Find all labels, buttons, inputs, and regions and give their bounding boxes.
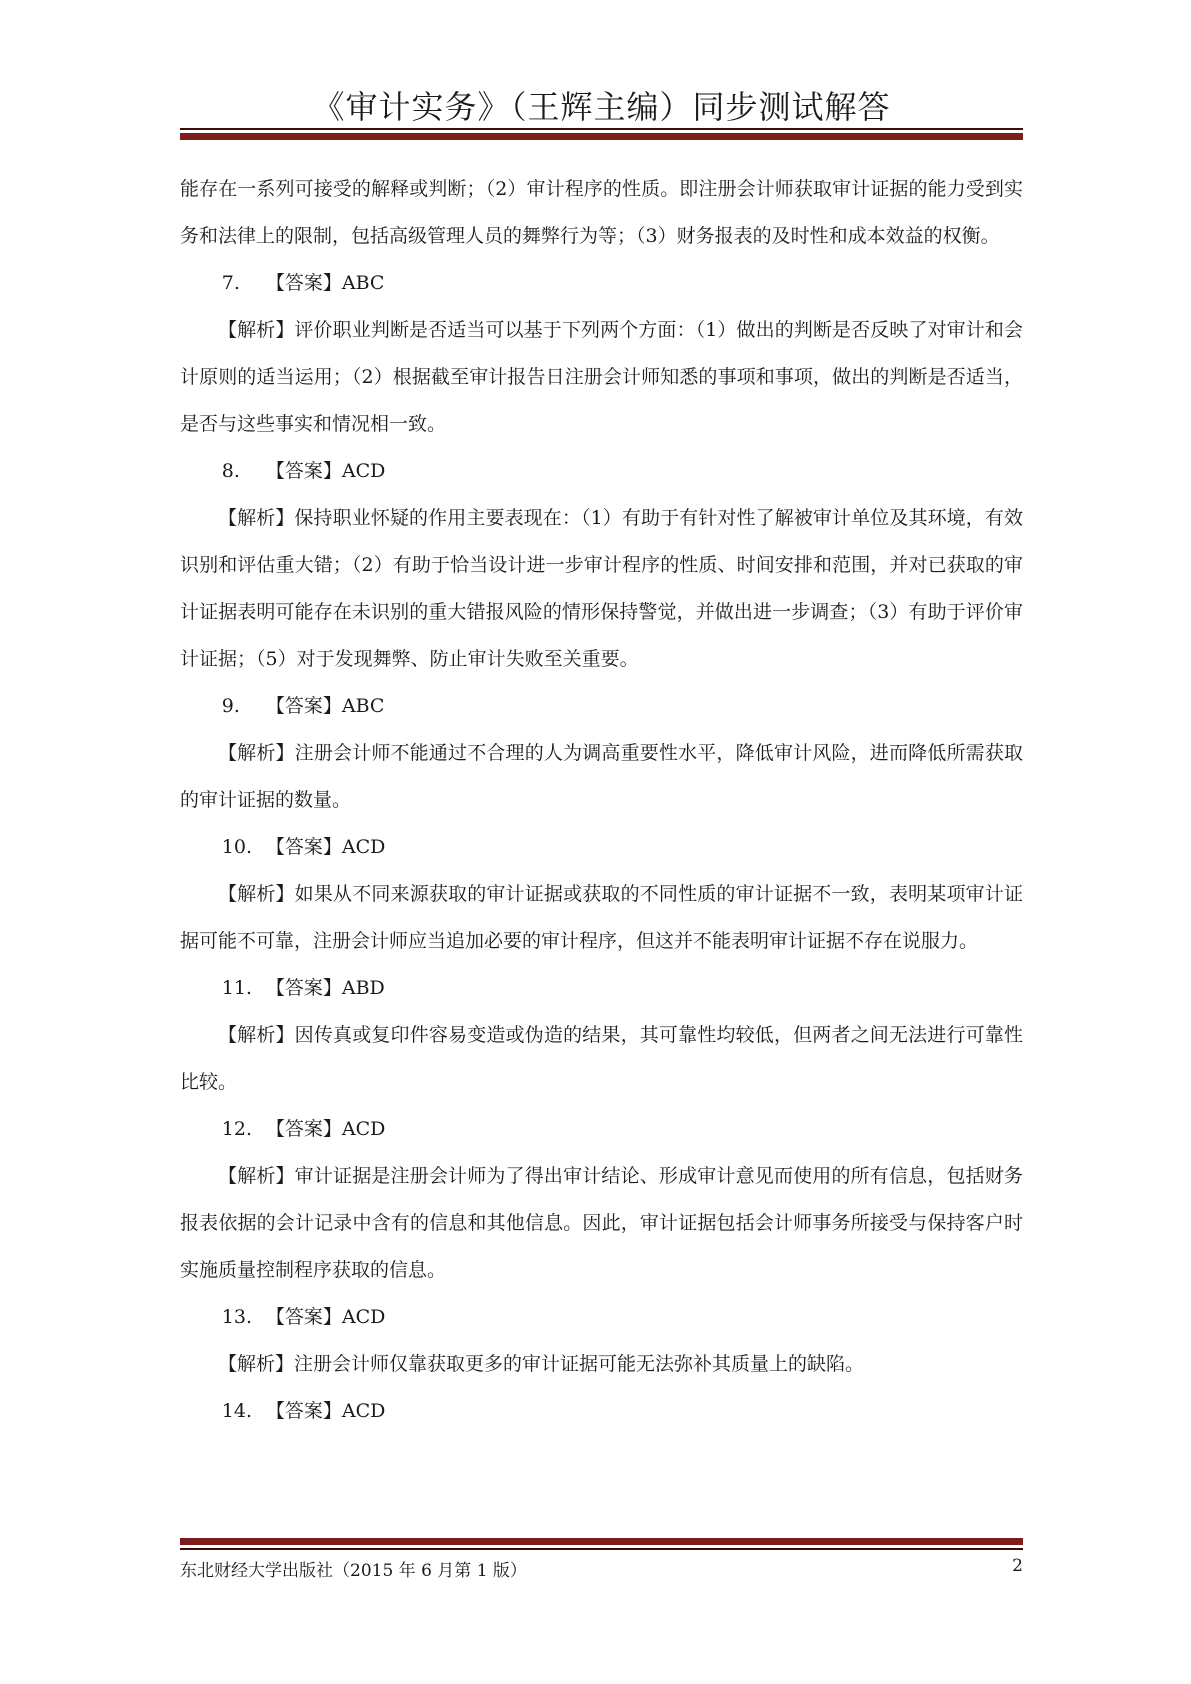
analysis-paragraph: 【解析】保持职业怀疑的作用主要表现在：（1）有助于有针对性了解被审计单位及其环境，有效识别和评估重大错；（2）有助于恰当设计进一步审计程序的性质、时间安排和范围，并对已获取的审计证据表明可能存在未识别的重大错报风险的情形保持警觉，并做出进一步调查；（3）有助于评价审计证据；（5）对于发现舞弊、防止审计失败至关重要。 xyxy=(180,507,1023,670)
document-body xyxy=(180,166,1023,1435)
question-number: 12. xyxy=(221,1118,253,1140)
header-divider xyxy=(180,128,1023,140)
page-title: 《审计实务》（王辉主编）同步测试解答 xyxy=(312,88,891,126)
analysis-paragraph: 【解析】注册会计师仅靠获取更多的审计证据可能无法弥补其质量上的缺陷。 xyxy=(218,1353,865,1375)
analysis-paragraph: 【解析】如果从不同来源获取的审计证据或获取的不同性质的审计证据不一致，表明某项审计证据可能不可靠，注册会计师应当追加必要的审计程序，但这并不能表明审计证据不存在说服力。 xyxy=(180,883,1023,952)
page-number: 2 xyxy=(1012,1556,1023,1576)
answer-text: 【答案】ACD xyxy=(265,460,386,482)
answer-line xyxy=(180,1106,1023,1153)
question-number: 11. xyxy=(221,977,253,999)
answer-text: 【答案】ACD xyxy=(265,1306,386,1328)
answer-line xyxy=(180,1294,1023,1341)
analysis-paragraph: 【解析】审计证据是注册会计师为了得出审计结论、形成审计意见而使用的所有信息，包括财务报表依据的会计记录中含有的信息和其他信息。因此，审计证据包括会计师事务所接受与保持客户时实施质量控制程序获取的信息。 xyxy=(180,1165,1023,1281)
question-number: 14. xyxy=(221,1400,253,1422)
answer-line xyxy=(180,965,1023,1012)
answer-text: 【答案】ACD xyxy=(265,1400,386,1422)
question-number: 8. xyxy=(221,460,240,482)
answer-line xyxy=(180,824,1023,871)
publisher-info: 东北财经大学出版社（2015 年 6 月第 1 版） xyxy=(180,1561,527,1581)
question-number: 9. xyxy=(221,695,240,717)
answer-text: 【答案】ABD xyxy=(265,977,385,999)
answer-line xyxy=(180,448,1023,495)
answer-line xyxy=(180,260,1023,307)
footer-divider xyxy=(180,1538,1023,1550)
answer-line xyxy=(180,683,1023,730)
question-number: 13. xyxy=(221,1306,253,1328)
answer-text: 【答案】ACD xyxy=(265,1118,386,1140)
question-number: 7. xyxy=(221,272,240,294)
paragraph: 能存在一系列可接受的解释或判断；（2）审计程序的性质。即注册会计师获取审计证据的能力受到实务和法律上的限制，包括高级管理人员的舞弊行为等；（3）财务报表的及时性和成本效益的权衡。 xyxy=(180,178,1023,247)
answer-line xyxy=(180,1388,1023,1435)
answer-text: 【答案】ABC xyxy=(265,695,385,717)
analysis-paragraph: 【解析】因传真或复印件容易变造或伪造的结果，其可靠性均较低，但两者之间无法进行可靠性比较。 xyxy=(180,1024,1023,1093)
analysis-paragraph: 【解析】评价职业判断是否适当可以基于下列两个方面：（1）做出的判断是否反映了对审计和会计原则的适当运用；（2）根据截至审计报告日注册会计师知悉的事项和事项，做出的判断是否适当，是否与这些事实和情况相一致。 xyxy=(180,319,1023,435)
analysis-paragraph: 【解析】注册会计师不能通过不合理的人为调高重要性水平，降低审计风险，进而降低所需获取的审计证据的数量。 xyxy=(180,742,1023,811)
answer-text: 【答案】ACD xyxy=(265,836,386,858)
page-footer xyxy=(180,1556,1023,1581)
question-number: 10. xyxy=(221,836,253,858)
answer-text: 【答案】ABC xyxy=(265,272,385,294)
